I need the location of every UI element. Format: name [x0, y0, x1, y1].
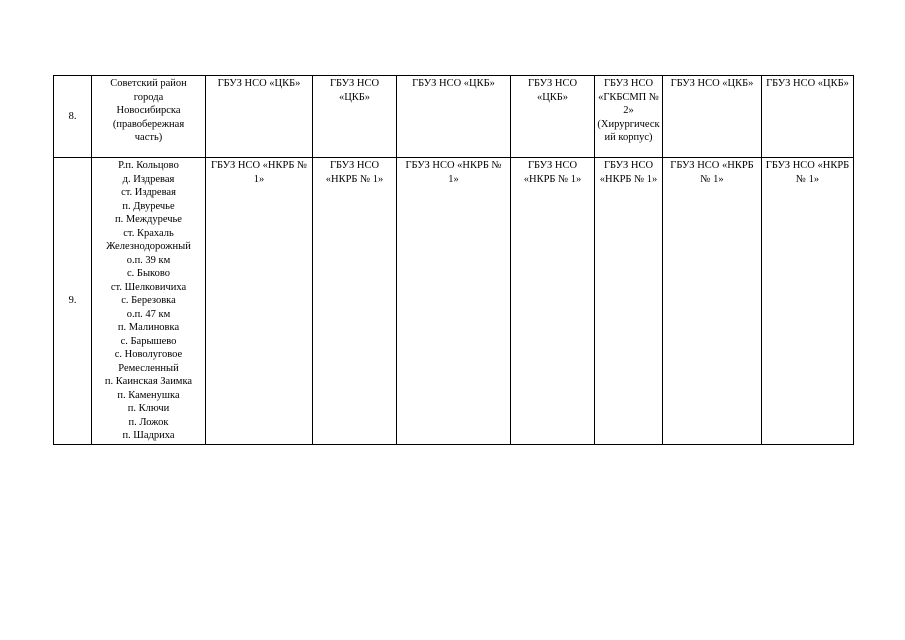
row-number: 8.: [54, 76, 92, 158]
hospital-cell: ГБУЗ НСО «НКРБ № 1»: [206, 158, 313, 445]
hospital-cell: ГБУЗ НСО «ГКБСМП № 2» (Хирургический корпус): [595, 76, 663, 158]
hospital-cell: ГБУЗ НСО «ЦКБ»: [762, 76, 854, 158]
row-number: 9.: [54, 158, 92, 445]
table-row: [54, 158, 854, 445]
hospital-cell: ГБУЗ НСО «НКРБ № 1»: [762, 158, 854, 445]
table-row: [54, 76, 854, 158]
district-cell: Р.п. Кольцово д. Издревая ст. Издревая п. Двуречье п. Междуречье ст. Крахаль Железнодорожный о.п. 39 км с. Быково ст. Шелковичиха с. Березовка о.п. 47 км п. Малиновка с. Барышево с. Новолуговое Ремесленный п. Каинская Заимка п. Каменушка п. Ключи п. Ложок п. Шадриха: [92, 158, 206, 445]
hospital-cell: ГБУЗ НСО «ЦКБ»: [663, 76, 762, 158]
hospital-assignment-table: [53, 75, 854, 445]
hospital-cell: ГБУЗ НСО «НКРБ № 1»: [511, 158, 595, 445]
hospital-cell: ГБУЗ НСО «ЦКБ»: [313, 76, 397, 158]
hospital-cell: ГБУЗ НСО «НКРБ № 1»: [313, 158, 397, 445]
hospital-cell: ГБУЗ НСО «НКРБ № 1»: [595, 158, 663, 445]
hospital-cell: ГБУЗ НСО «НКРБ № 1»: [663, 158, 762, 445]
district-cell: Советский район города Новосибирска (правобережная часть): [92, 76, 206, 158]
hospital-cell: ГБУЗ НСО «ЦКБ»: [206, 76, 313, 158]
hospital-cell: ГБУЗ НСО «ЦКБ»: [511, 76, 595, 158]
hospital-cell: ГБУЗ НСО «ЦКБ»: [397, 76, 511, 158]
hospital-cell: ГБУЗ НСО «НКРБ № 1»: [397, 158, 511, 445]
